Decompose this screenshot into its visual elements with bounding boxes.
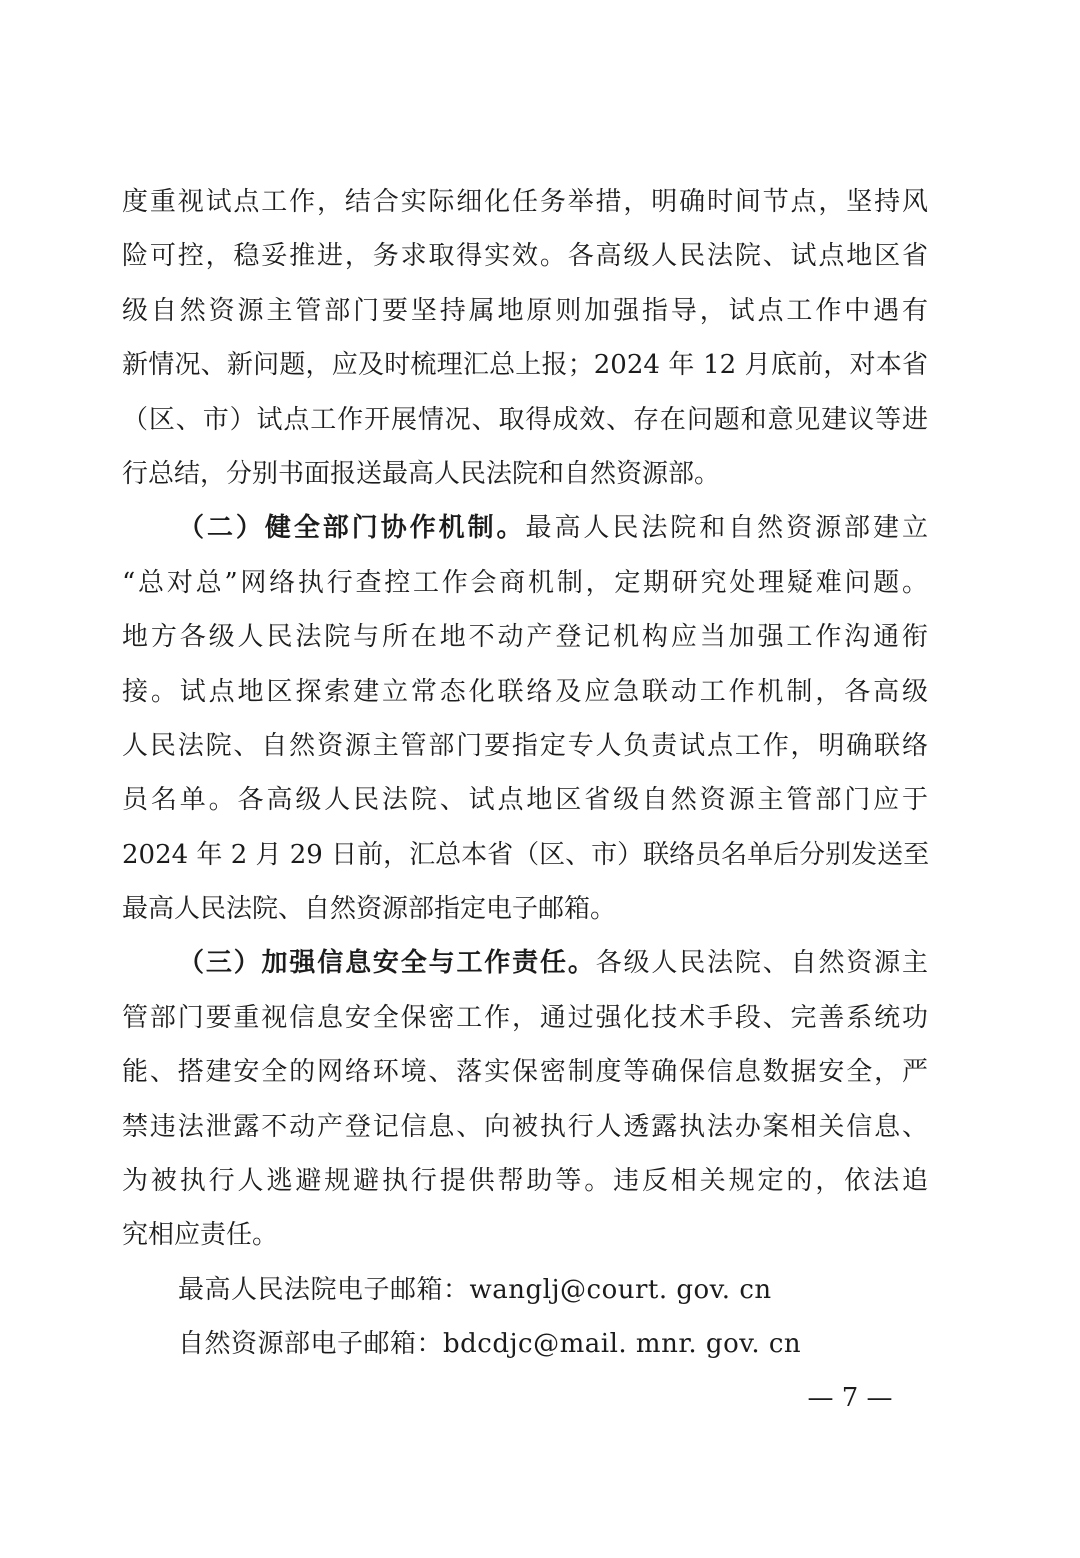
text-line: 地方各级人民法院与所在地不动产登记机构应当加强工作沟通衔 — [122, 622, 928, 653]
text-line: 究相应责任。 — [122, 1220, 279, 1251]
text-line — [122, 501, 928, 555]
paragraph-continuation — [122, 175, 928, 501]
text-line: 人民法院、自然资源主管部门要指定专人负责试点工作，明确联络 — [122, 730, 928, 761]
paragraph-department-cooperation — [122, 501, 928, 936]
text-line: 2024 年 2 月 29 日前，汇总本省（区、市）联络员名单后分别发送至 — [122, 839, 930, 870]
text-span: 各级人民法院、自然资源主 — [595, 948, 928, 979]
text-line: “总对总”网络执行查控工作会商机制，定期研究处理疑难问题。 — [122, 567, 928, 598]
text-line — [122, 936, 928, 990]
text-span: 最高人民法院和自然资源部建立 — [525, 513, 928, 544]
court-email: 最高人民法院电子邮箱：wanglj@court. gov. cn — [178, 1274, 772, 1305]
section-heading: （二）健全部门协作机制。 — [178, 513, 526, 544]
text-line: 度重视试点工作，结合实际细化任务举措，明确时间节点，坚持风 — [122, 187, 928, 217]
text-line: 级自然资源主管部门要坚持属地原则加强指导，试点工作中遇有 — [122, 295, 928, 326]
text-line: 行总结，分别书面报送最高人民法院和自然资源部。 — [122, 458, 721, 489]
text-line: 接。试点地区探索建立常态化联络及应急联动工作机制，各高级 — [122, 676, 928, 707]
text-line: 员名单。各高级人民法院、试点地区省级自然资源主管部门应于 — [122, 785, 928, 816]
section-heading: （三）加强信息安全与工作责任。 — [178, 948, 596, 979]
text-line: 管部门要重视信息安全保密工作，通过强化技术手段、完善系统功 — [122, 1002, 928, 1033]
text-line: 为被执行人逃避规避执行提供帮助等。违反相关规定的，依法追 — [122, 1166, 928, 1197]
text-line: （区、市）试点工作开展情况、取得成效、存在问题和意见建议等进 — [122, 404, 928, 435]
contact-emails — [122, 1263, 928, 1372]
text-line: 禁违法泄露不动产登记信息、向被执行人透露执法办案相关信息、 — [122, 1111, 928, 1142]
text-line: 新情况、新问题，应及时梳理汇总上报；2024 年 12 月底前，对本省 — [122, 350, 928, 381]
document-body — [122, 175, 928, 1372]
text-line: 能、搭建安全的网络环境、落实保密制度等确保信息数据安全，严 — [122, 1057, 928, 1088]
text-line: 险可控，稳妥推进，务求取得实效。各高级人民法院、试点地区省 — [122, 241, 928, 272]
mnr-email: 自然资源部电子邮箱：bdcdjc@mail. mnr. gov. cn — [178, 1329, 802, 1360]
text-line: 最高人民法院、自然资源部指定电子邮箱。 — [122, 894, 617, 925]
page-number: — 7 — — [807, 1383, 893, 1413]
paragraph-information-security — [122, 936, 928, 1262]
